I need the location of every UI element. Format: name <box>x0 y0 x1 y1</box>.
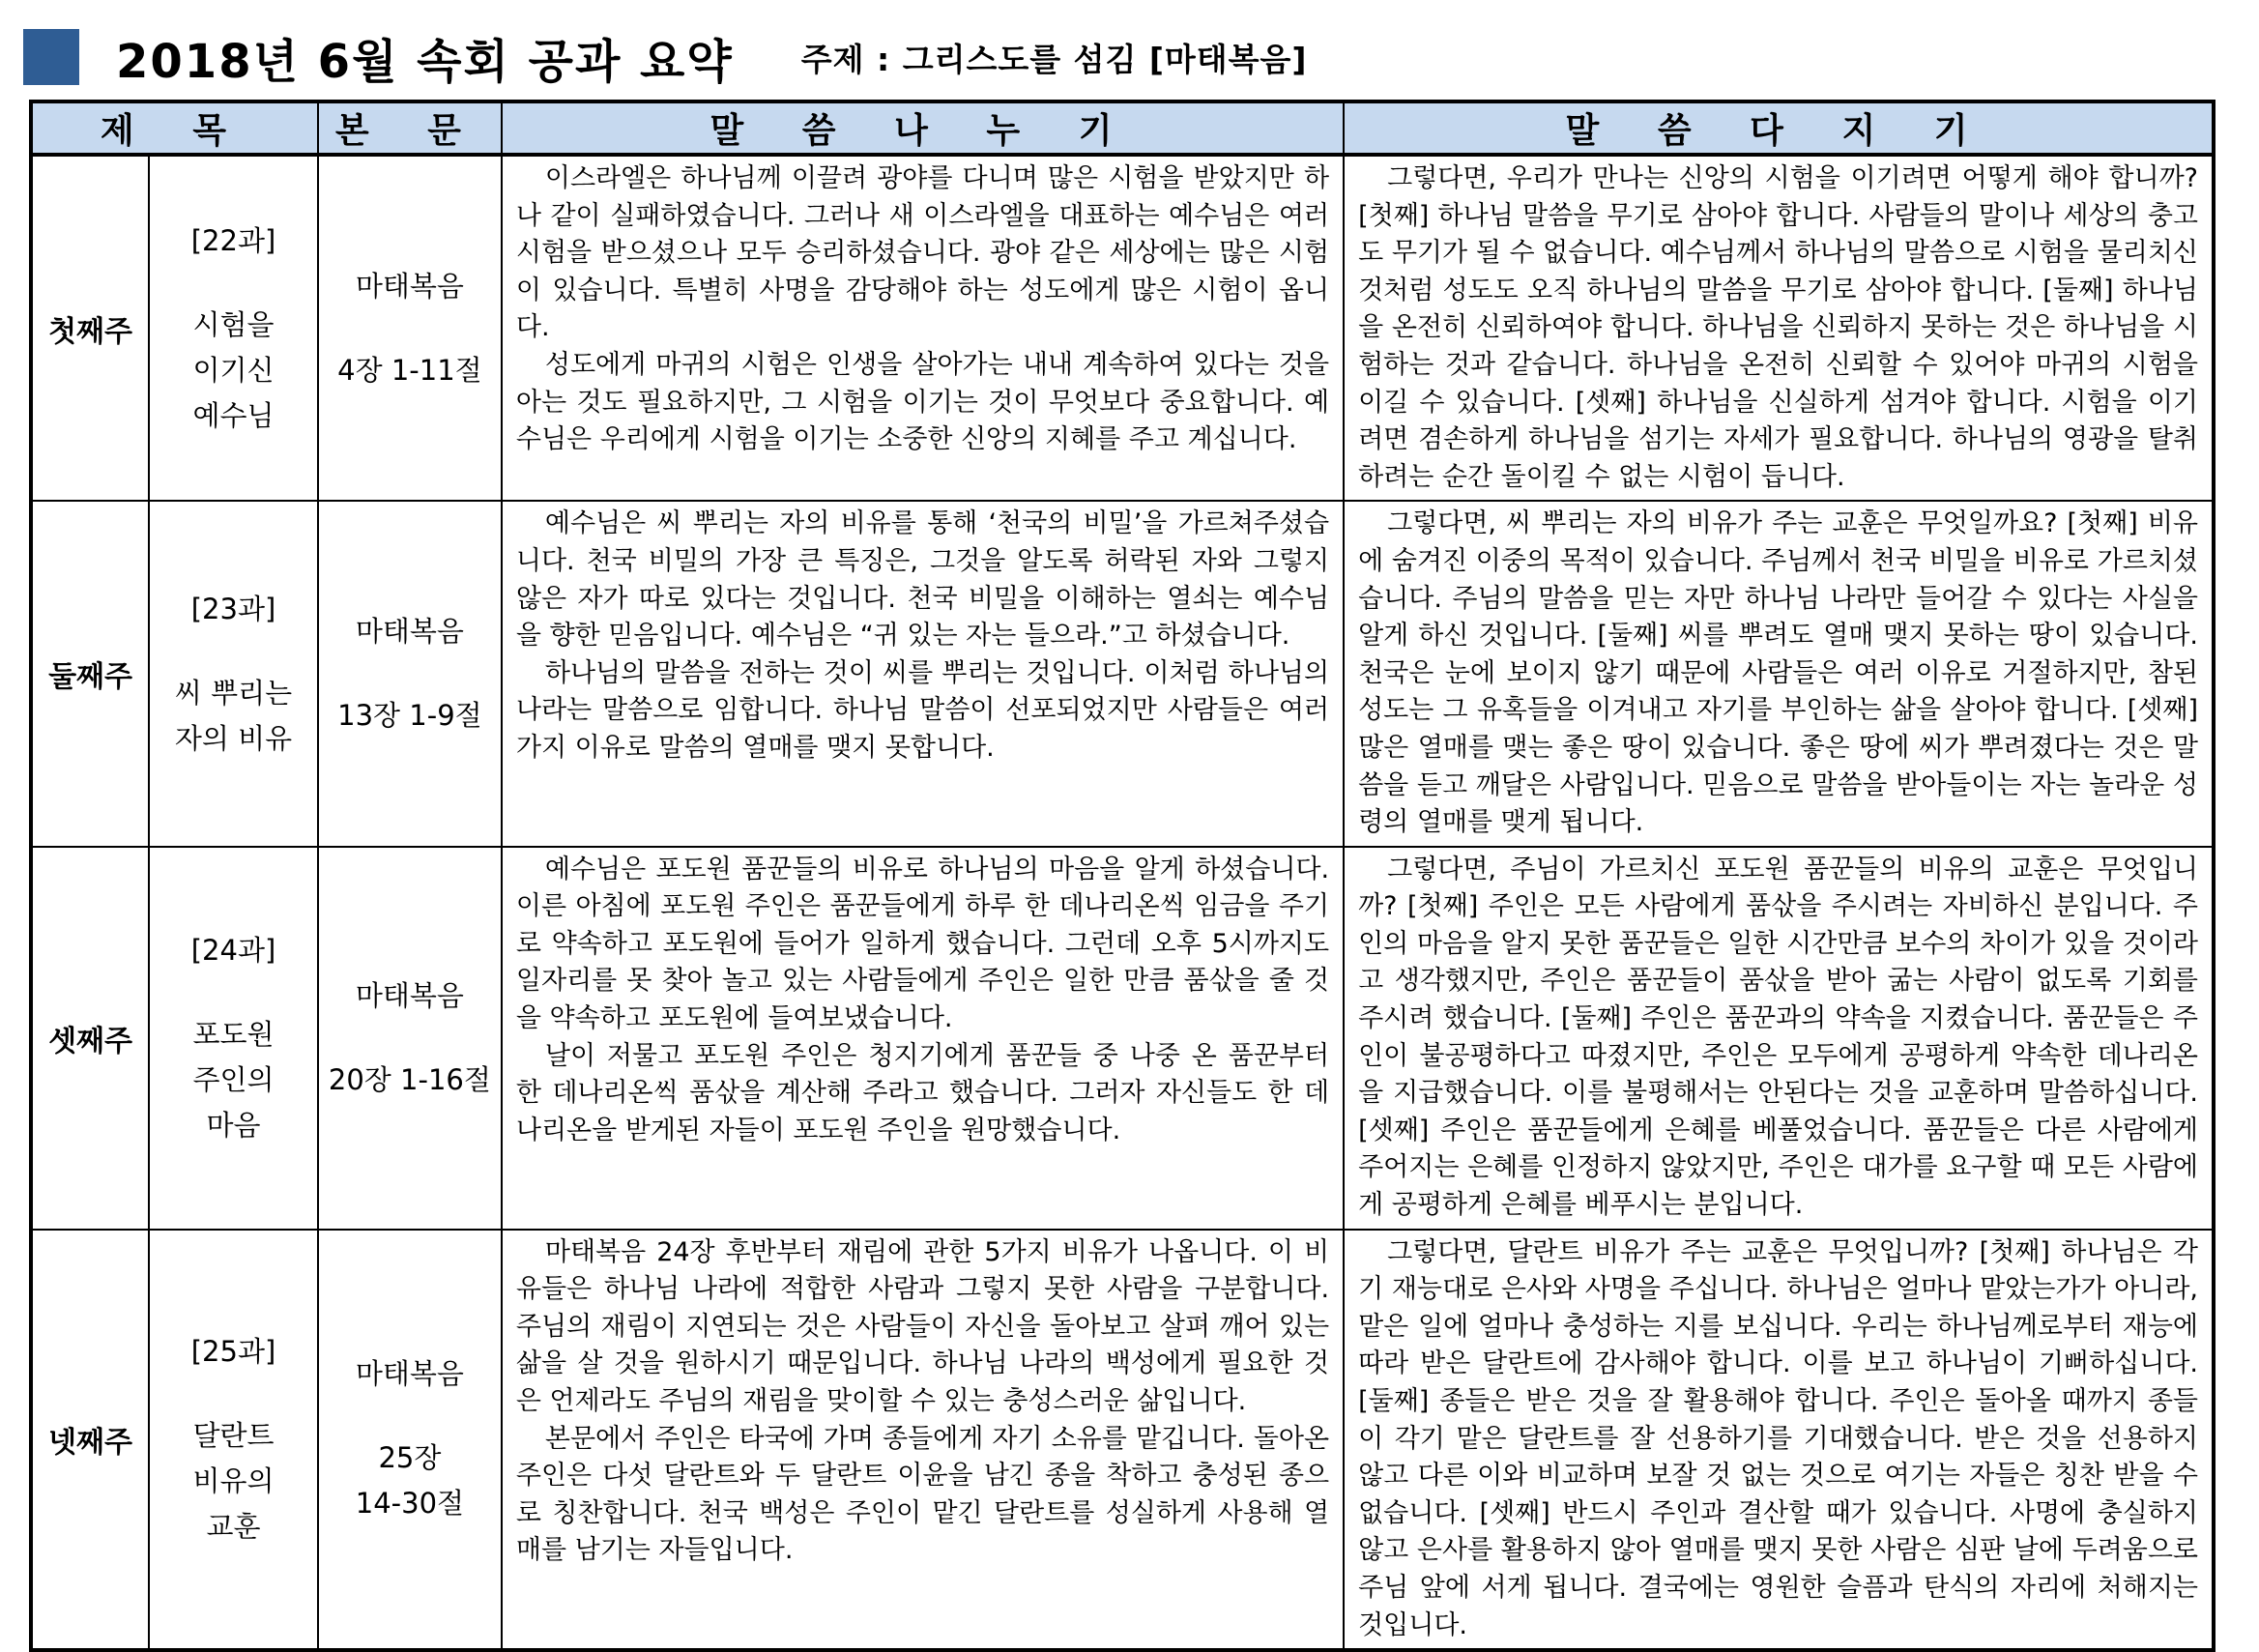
sharing-text <box>502 1230 1344 1651</box>
application-text <box>1344 1230 2214 1651</box>
application-text <box>1344 847 2214 1230</box>
sharing-paragraph: 날이 저물고 포도원 주인은 청지기에게 품꾼들 중 나중 온 품꾼부터 한 데나리온씩 품삯을 계산해 주라고 했습니다. 그러자 자신들도 한 데나리온을 받게된 자들이 포도원 주인을 원망했습니다. <box>515 1040 1330 1145</box>
sharing-paragraph: 예수님은 씨 뿌리는 자의 비유를 통해 ‘천국의 비밀’을 가르쳐주셨습니다. 천국 비밀의 가장 큰 특징은, 그것을 알도록 허락된 자와 그렇지 않은 자가 따로 있다는 것입니다. 천국 비밀을 이해하는 열쇠는 예수님을 향한 믿음입니다. 예수님은 “귀 있는 자는 들으라.”고 하셨습니다. <box>515 508 1330 652</box>
scripture-verse: 4장 1-11절 <box>337 353 482 387</box>
lesson-cell <box>149 155 318 501</box>
sharing-text <box>502 501 1344 846</box>
lesson-number: [25과] <box>190 1334 276 1368</box>
scripture-cell <box>318 155 502 501</box>
scripture-book: 마태복음 <box>355 1357 464 1391</box>
lesson-cell <box>149 1230 318 1651</box>
table-row-week3 <box>31 847 2214 1230</box>
scripture-cell <box>318 847 502 1230</box>
scripture-verse: 25장 14-30절 <box>355 1441 465 1521</box>
scripture-verse: 20장 1-16절 <box>328 1062 491 1096</box>
scripture-book: 마태복음 <box>355 269 464 303</box>
sharing-paragraph: 마태복음 24장 후반부터 재림에 관한 5가지 비유가 나옵니다. 이 비유들은 하나님 나라에 적합한 사람과 그렇지 못한 사람을 구분합니다. 주님의 재림이 지연되는 것은 사람들이 자신을 돌아보고 살펴 깨어 있는 삶을 살 것을 원하시기 때문입니다. 하나님 나라의 백성에게 필요한 것은 언제라도 주님의 재림을 맞이할 수 있는 충성스러운 삶입니다. <box>515 1236 1330 1416</box>
lesson-number: [24과] <box>190 933 276 967</box>
page-subject: 주제 : 그리스도를 섬김 [마태복음] <box>800 40 1308 78</box>
week-label: 둘째주 <box>31 501 149 846</box>
sharing-paragraph: 이스라엘은 하나님께 이끌려 광야를 다니며 많은 시험을 받았지만 하나 같이 실패하였습니다. 그러나 새 이스라엘을 대표하는 예수님은 여러 시험을 받으셨으나 모두 승리하셨습니다. 광야 같은 세상에는 많은 시험이 있습니다. 특별히 사명을 감당해야 하는 성도에게 많은 시험이 옵니다. <box>515 163 1330 343</box>
sharing-paragraph: 본문에서 주인은 타국에 가며 종들에게 자기 소유를 맡깁니다. 돌아온 주인은 다섯 달란트와 두 달란트 이윤을 남긴 종을 착하고 충성된 종으로 칭찬합니다. 천국 백성은 주인이 맡긴 달란트를 성실하게 사용해 열매를 남기는 자들입니다. <box>515 1423 1330 1566</box>
table-row-week1 <box>31 155 2214 501</box>
lesson-title: 달란트 비유의 교훈 <box>192 1418 275 1543</box>
header-scripture: 본 문 <box>318 101 502 155</box>
header-title: 제 목 <box>31 101 318 155</box>
scripture-cell <box>318 501 502 846</box>
scripture-cell <box>318 1230 502 1651</box>
scripture-verse: 13장 1-9절 <box>337 699 482 733</box>
sharing-text <box>502 155 1344 501</box>
application-text <box>1344 501 2214 846</box>
sharing-paragraph: 예수님은 포도원 품꾼들의 비유로 하나님의 마음을 알게 하셨습니다. 이른 아침에 포도원 주인은 품꾼들에게 하루 한 데나리온씩 임금을 주기로 약속하고 포도원에 들어가 일하게 했습니다. 그런데 오후 5시까지도 일자리를 못 찾아 놀고 있는 사람들에게 주인은 일한 만큼 품삯을 줄 것을 약속하고 포도원에 들여보냈습니다. <box>515 854 1330 1034</box>
week-label: 첫째주 <box>31 155 149 501</box>
lesson-title: 씨 뿌리는 자의 비유 <box>174 676 293 755</box>
application-text <box>1344 155 2214 501</box>
application-paragraph: 그렇다면, 우리가 만나는 신앙의 시험을 이기려면 어떻게 해야 합니까? [첫째] 하나님 말씀을 무기로 삼아야 합니다. 사람들의 말이나 세상의 충고도 무기가 될 수 없습니다. 예수님께서 하나님의 말씀으로 시험을 물리치신 것처럼 성도도 오직 하나님의 말씀을 무기로 삼아야 합니다. [둘째] 하나님을 온전히 신뢰하여야 합니다. 하나님을 신뢰하지 못하는 것은 하나님을 시험하는 것과 같습니다. 하나님을 온전히 신뢰할 수 있어야 마귀의 시험을 이길 수 있습니다. [셋째] 하나님을 신실하게 섬겨야 합니다. 시험을 이기려면 겸손하게 하나님을 섬기는 자세가 필요합니다. 하나님의 영광을 탈취하려는 순간 돌이킬 수 없는 시험이 듭니다. <box>1358 163 2198 492</box>
sharing-paragraph: 하나님의 말씀을 전하는 것이 씨를 뿌리는 것입니다. 이처럼 하나님의 나라는 말씀으로 임합니다. 하나님 말씀이 선포되었지만 사람들은 여러 가지 이유로 말씀의 열매를 맺지 못합니다. <box>515 657 1330 763</box>
application-paragraph: 그렇다면, 달란트 비유가 주는 교훈은 무엇입니까? [첫째] 하나님은 각기 재능대로 은사와 사명을 주십니다. 하나님은 얼마나 맡았는가가 아니라, 맡은 일에 얼마나 충성하는 지를 보십니다. 우리는 하나님께로부터 재능에 따라 받은 달란트에 감사해야 합니다. 이를 보고 하나님이 기뻐하십니다. [둘째] 종들은 받은 것을 잘 활용해야 합니다. 주인은 돌아올 때까지 종들이 각기 맡은 달란트를 잘 선용하기를 기대했습니다. 받은 것을 선용하지 않고 다른 이와 비교하며 보잘 것 없는 것으로 여기는 자들은 칭찬 받을 수 없습니다. [셋째] 반드시 주인과 결산할 때가 있습니다. 사명에 충실하지 않고 은사를 활용하지 않아 열매를 맺지 못한 사람은 심판 날에 두려움으로 주님 앞에 서게 됩니다. 결국에는 영원한 슬픔과 탄식의 자리에 처해지는 것입니다. <box>1358 1236 2198 1640</box>
lesson-summary-table <box>29 100 2216 1652</box>
page-title: 2018년 6월 속회 공과 요약 <box>116 34 734 89</box>
sharing-text <box>502 847 1344 1230</box>
lesson-title: 포도원 주인의 마음 <box>192 1017 275 1142</box>
application-paragraph: 그렇다면, 주님이 가르치신 포도원 품꾼들의 비유의 교훈은 무엇입니까? [첫째] 주인은 모든 사람에게 품삯을 주시려는 자비하신 분입니다. 주인의 마음을 알지 못한 품꾼들은 일한 시간만큼 보수의 차이가 있을 것이라고 생각했지만, 주인은 품꾼들이 품삯을 받아 굶는 사람이 없도록 기회를 주시려 했습니다. [둘째] 주인은 품꾼과의 약속을 지켰습니다. 품꾼들은 주인이 불공평하다고 따졌지만, 주인은 모두에게 공평하게 약속한 데나리온을 지급했습니다. 이를 불평해서는 안된다는 것을 교훈하며 말씀하십니다. [셋째] 주인은 품꾼들에게 은혜를 베풀었습니다. 품꾼들은 다른 사람에게 주어지는 은혜를 인정하지 않았지만, 주인은 대가를 요구할 때 모든 사람에게 공평하게 은혜를 베푸시는 분입니다. <box>1358 854 2198 1221</box>
header-application: 말 씀 다 지 기 <box>1344 101 2214 155</box>
lesson-number: [23과] <box>190 592 276 625</box>
scripture-book: 마태복음 <box>355 615 464 649</box>
application-paragraph: 그렇다면, 씨 뿌리는 자의 비유가 주는 교훈은 무엇일까요? [첫째] 비유에 숨겨진 이중의 목적이 있습니다. 주님께서 천국 비밀을 비유로 가르치셨습니다. 주님의 말씀을 믿는 자만 하나님 나라만 들어갈 수 있다는 사실을 알게 하신 것입니다. [둘째] 씨를 뿌려도 열매 맺지 못하는 땅이 있습니다. 천국은 눈에 보이지 않기 때문에 사람들은 여러 이유로 거절하지만, 참된 성도는 그 유혹들을 이겨내고 자기를 부인하는 삶을 살아야 합니다. [셋째] 많은 열매를 맺는 좋은 땅이 있습니다. 좋은 땅에 씨가 뿌려졌다는 것은 말씀을 듣고 깨달은 사람입니다. 믿음으로 말씀을 받아들이는 자는 놀라운 성령의 열매를 맺게 됩니다. <box>1358 508 2198 838</box>
page-header <box>23 23 2198 91</box>
header-accent-square <box>23 29 79 85</box>
lesson-number: [22과] <box>190 223 276 257</box>
table-header-row <box>31 101 2214 155</box>
week-label: 셋째주 <box>31 847 149 1230</box>
header-sharing: 말 씀 나 누 기 <box>502 101 1344 155</box>
lesson-cell <box>149 847 318 1230</box>
table-row-week2 <box>31 501 2214 846</box>
scripture-book: 마태복음 <box>355 978 464 1012</box>
sharing-paragraph: 성도에게 마귀의 시험은 인생을 살아가는 내내 계속하여 있다는 것을 아는 것도 필요하지만, 그 시험을 이기는 것이 무엇보다 중요합니다. 예수님은 우리에게 시험을 이기는 소중한 신앙의 지혜를 주고 계십니다. <box>515 349 1330 455</box>
week-label: 넷째주 <box>31 1230 149 1651</box>
lesson-cell <box>149 501 318 846</box>
lesson-title: 시험을 이기신 예수님 <box>192 307 275 432</box>
table-row-week4 <box>31 1230 2214 1651</box>
